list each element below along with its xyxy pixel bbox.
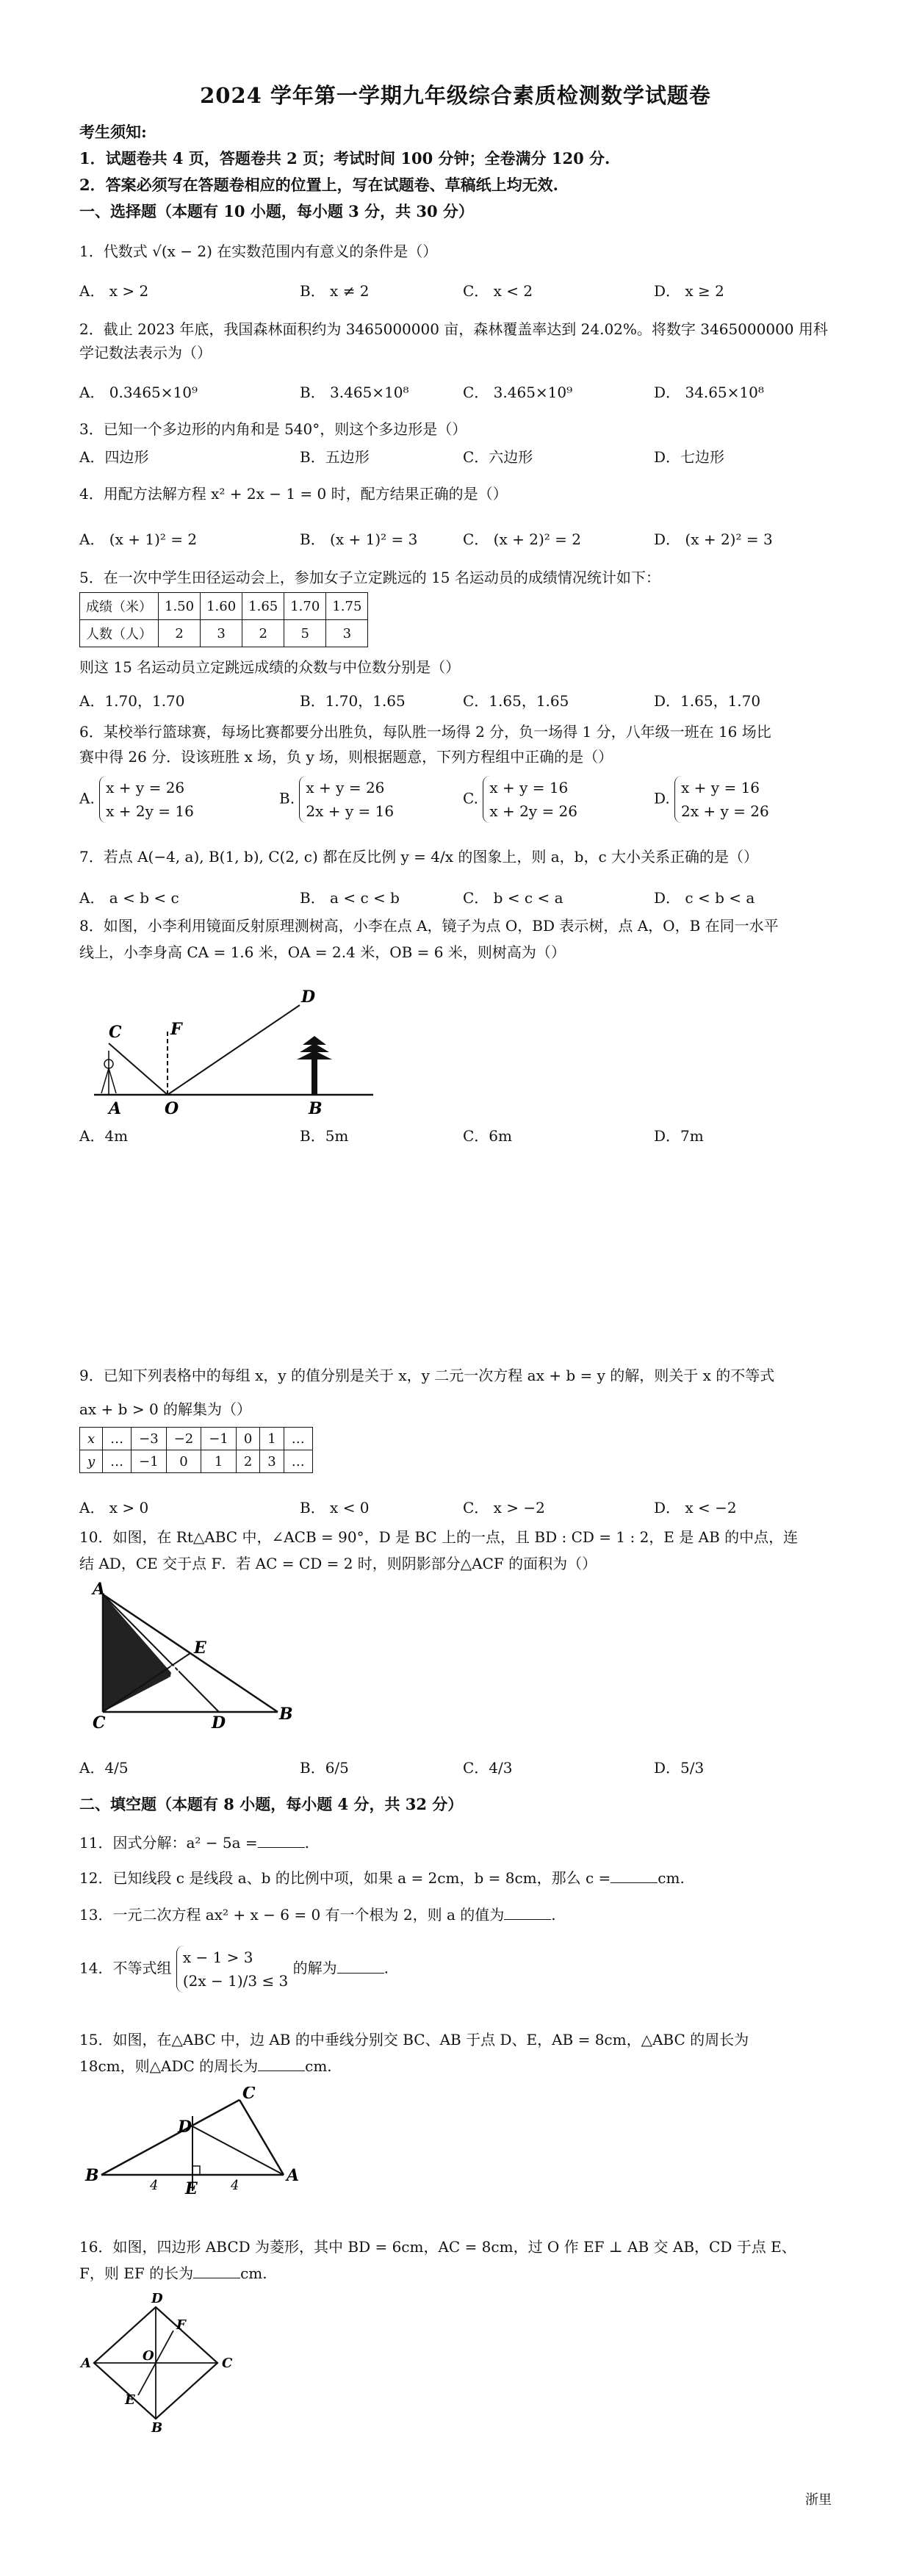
q6-option-c (463, 776, 577, 823)
q2-option-c: C． 3.465×10⁹ (463, 384, 573, 401)
q15-line-2 (79, 2054, 332, 2078)
q8-line-2: 线上，小李身高 CA = 1.6 米，OA = 2.4 米，OB = 6 米，则树高为（） (79, 943, 566, 961)
table-cell: 1.70 (284, 593, 326, 620)
q2-option-d: D． 34.65×10⁸ (654, 384, 764, 401)
label-o: O (165, 1099, 179, 1117)
notice-line-2: 2．答案必须写在答题卷相应的位置上，写在试题卷、草稿纸上均无效. (79, 176, 558, 194)
q5-stem: 5．在一次中学生田径运动会上，参加女子立定跳远的 15 名运动员的成绩情况统计如下： (79, 569, 660, 586)
equation: x + 2y = 16 (106, 802, 194, 820)
q5-follow: 则这 15 名运动员立定跳远成绩的众数与中位数分别是（） (79, 658, 461, 676)
table-cell: −3 (132, 1428, 167, 1450)
equation: x + 2y = 26 (489, 802, 578, 820)
table-cell: … (103, 1428, 132, 1450)
equation: x + y = 16 (489, 779, 569, 796)
table-cell: 3 (326, 620, 368, 647)
q9-option-d: D． x < −2 (654, 1499, 737, 1517)
q16-tail: cm. (240, 2264, 267, 2282)
q14 (79, 1946, 389, 1993)
tick-mark-label: 4 (231, 2178, 240, 2193)
label-d: D (151, 2292, 163, 2306)
table-cell: 1 (260, 1428, 284, 1450)
q5-option-c: C．1.65，1.65 (463, 692, 569, 710)
q1-option-b: B． x ≠ 2 (300, 282, 370, 300)
label-a: A (93, 1580, 106, 1599)
table-cell: … (103, 1450, 132, 1473)
label-e: E (185, 2179, 198, 2197)
q9-value-table (79, 1427, 313, 1473)
q13 (79, 1903, 556, 1926)
q11-stem: 11．因式分解：a² − 5a = (79, 1834, 258, 1852)
q1-option-d: D． x ≥ 2 (654, 282, 724, 300)
label-c: C (242, 2087, 256, 2103)
equation-system (99, 776, 194, 823)
table-cell: 3 (260, 1450, 284, 1473)
table-cell: 2 (159, 620, 201, 647)
table-cell: x (80, 1428, 103, 1450)
equation-system (483, 776, 577, 823)
notice-line-1: 1．试题卷共 4 页，答题卷共 2 页；考试时间 100 分钟；全卷满分 120 分. (79, 149, 611, 168)
label-f: F (170, 1020, 182, 1039)
q15-line-2-text: 18cm，则△ADC 的周长为 (79, 2057, 259, 2075)
q6-line-1: 6．某校举行篮球赛，每场比赛都要分出胜负，每队胜一场得 2 分，负一场得 1 分，八年级一班在 16 场比 (79, 723, 771, 741)
option-letter: B. (279, 789, 295, 807)
q6-option-a (79, 776, 194, 823)
q3-option-a: A．四边形 (79, 448, 149, 466)
answer-blank[interactable] (337, 1960, 384, 1974)
label-b: B (279, 1705, 293, 1724)
q3-option-c: C．六边形 (463, 448, 533, 466)
q4-option-d: D． (x + 2)² = 3 (654, 530, 773, 548)
equation: 2x + y = 26 (681, 802, 769, 820)
q1-stem: 1．代数式 √(x − 2) 在实数范围内有意义的条件是（） (79, 242, 438, 260)
label-f: F (169, 1663, 181, 1683)
answer-blank[interactable] (193, 2264, 240, 2278)
q4-option-b: B． (x + 1)² = 3 (300, 530, 418, 548)
table-cell: 1.65 (242, 593, 284, 620)
q7-option-b: B． a < c < b (300, 889, 400, 907)
q2-line-1: 2．截止 2023 年底，我国森林面积约为 3465000000 亩，森林覆盖率达到 24.02%。将数字 3465000000 用科 (79, 320, 828, 338)
label-d: D (212, 1713, 226, 1733)
q5-option-b: B．1.70，1.65 (300, 692, 406, 710)
section-2-heading: 二、填空题（本题有 8 小题，每小题 4 分，共 32 分） (79, 1795, 464, 1813)
answer-blank[interactable] (504, 1906, 551, 1920)
q4-stem: 4．用配方法解方程 x² + 2x − 1 = 0 时，配方结果正确的是（） (79, 485, 508, 503)
label-b: B (309, 1099, 323, 1117)
inequality: x − 1 > 3 (182, 1949, 253, 1966)
label-c: C (93, 1713, 106, 1733)
q10-option-d: D．5/3 (654, 1759, 705, 1777)
tick-mark-label: 4 (150, 2178, 159, 2193)
q7-stem: 7．若点 A(−4, a), B(1, b), C(2, c) 都在反比例 y = 4/x 的图象上，则 a，b，c 大小关系正确的是（） (79, 848, 759, 866)
equation: x + y = 26 (106, 779, 185, 796)
q6-option-d (654, 776, 769, 823)
q10-figure (79, 1580, 314, 1734)
section-1-heading: 一、选择题（本题有 10 小题，每小题 3 分，共 30 分） (79, 202, 474, 220)
table-cell: 人数（人） (80, 620, 159, 647)
table-row (80, 620, 368, 647)
label-d: D (301, 987, 316, 1007)
q15-figure (79, 2087, 314, 2197)
q10-line-1: 10．如图，在 Rt△ABC 中，∠ACB = 90°，D 是 BC 上的一点，且 BD : CD = 1 : 2，E 是 AB 的中点，连 (79, 1528, 799, 1546)
label-d: D (178, 2118, 192, 2137)
q16-line-2 (79, 2262, 267, 2285)
table-cell: 5 (284, 620, 326, 647)
table-cell: y (80, 1450, 103, 1473)
q7-option-d: D． c < b < a (654, 889, 755, 907)
label-a: A (287, 2166, 300, 2185)
equation: 2x + y = 16 (306, 802, 395, 820)
q10-option-c: C．4/3 (463, 1759, 513, 1777)
q15-tail: cm. (305, 2057, 332, 2075)
label-e: E (125, 2392, 135, 2408)
q12-stem: 12．已知线段 c 是线段 a、b 的比例中项，如果 a = 2cm，b = 8cm，那么 c = (79, 1869, 611, 1887)
q10-option-b: B．6/5 (300, 1759, 349, 1777)
table-cell: 1.50 (159, 593, 201, 620)
q9-option-c: C． x > −2 (463, 1499, 545, 1517)
q5-option-a: A．1.70，1.70 (79, 692, 185, 710)
inequality-system (176, 1946, 288, 1993)
table-cell: −2 (166, 1428, 201, 1450)
q4-option-a: A． (x + 1)² = 2 (79, 530, 198, 548)
q6-option-b (279, 776, 394, 823)
q1-option-c: C． x < 2 (463, 282, 533, 300)
q9-option-b: B． x < 0 (300, 1499, 370, 1517)
label-c: C (222, 2356, 233, 2371)
q8-option-a: A．4m (79, 1127, 129, 1145)
label-f: F (176, 2317, 186, 2333)
table-cell: 3 (201, 620, 242, 647)
q13-tail: . (551, 1906, 556, 1924)
label-c: C (109, 1023, 122, 1042)
table-cell: 2 (236, 1450, 259, 1473)
footer-mark: 浙里 (805, 2492, 832, 2508)
option-letter: C. (463, 789, 478, 807)
q7-option-a: A． a < b < c (79, 889, 179, 907)
q15-line-1: 15．如图，在△ABC 中，边 AB 的中垂线分别交 BC、AB 于点 D、E，AB = 8cm，△ABC 的周长为 (79, 2031, 749, 2048)
q2-line-2: 学记数法表示为（） (79, 344, 212, 361)
table-cell: 0 (166, 1450, 201, 1473)
q16-line-1: 16．如图，四边形 ABCD 为菱形，其中 BD = 6cm，AC = 8cm，过 O 作 EF ⊥ AB 交 AB，CD 于点 E、 (79, 2238, 796, 2256)
q9-line-2: ax + b > 0 的解集为（） (79, 1400, 252, 1418)
q3-stem: 3．已知一个多边形的内角和是 540°，则这个多边形是（） (79, 420, 467, 438)
q8-option-d: D．7m (654, 1127, 704, 1145)
q8-option-c: C．6m (463, 1127, 512, 1145)
equation: x + y = 26 (306, 779, 385, 796)
table-row (80, 1450, 313, 1473)
option-letter: A. (79, 789, 95, 807)
page-title: 2024 学年第一学期九年级综合素质检测数学试题卷 (200, 83, 711, 108)
answer-blank[interactable] (258, 2057, 305, 2071)
label-o: O (143, 2348, 154, 2364)
label-b: B (151, 2420, 163, 2432)
q11-tail: . (304, 1834, 309, 1852)
q2-option-a: A． 0.3465×10⁹ (79, 384, 198, 401)
label-e: E (194, 1638, 206, 1658)
label-a: A (109, 1099, 122, 1117)
q5-option-d: D．1.65，1.70 (654, 692, 761, 710)
q9-option-a: A． x > 0 (79, 1499, 149, 1517)
label-b: B (85, 2166, 99, 2185)
option-letter: D. (654, 789, 670, 807)
table-row (80, 593, 368, 620)
label-a: A (81, 2356, 91, 2371)
answer-blank[interactable] (258, 1834, 305, 1848)
table-cell: −1 (132, 1450, 167, 1473)
q8-line-1: 8．如图，小李利用镜面反射原理测树高，小李在点 A，镜子为点 O，BD 表示树，点 A，O，B 在同一水平 (79, 917, 779, 935)
table-cell: 0 (236, 1428, 259, 1450)
table-cell: 1.75 (326, 593, 368, 620)
q16-line-2-text: F，则 EF 的长为 (79, 2264, 194, 2282)
q12-tail: cm. (658, 1869, 685, 1887)
q16-figure (79, 2292, 256, 2432)
equation-system (299, 776, 394, 823)
q6-line-2: 赛中得 26 分．设该班胜 x 场，负 y 场，则根据题意，下列方程组中正确的是（） (79, 748, 613, 766)
q10-line-2: 结 AD，CE 交于点 F．若 AC = CD = 2 时，则阴影部分△ACF 的面积为（） (79, 1555, 597, 1572)
equation-system (674, 776, 769, 823)
q7-option-c: C． b < c < a (463, 889, 563, 907)
q3-option-b: B．五边形 (300, 448, 370, 466)
table-row (80, 1428, 313, 1450)
answer-blank[interactable] (611, 1869, 658, 1883)
table-cell: 1.60 (201, 593, 242, 620)
table-cell: 2 (242, 620, 284, 647)
equation: x + y = 16 (681, 779, 760, 796)
table-cell: … (284, 1450, 312, 1473)
q8-figure (79, 970, 388, 1117)
q3-option-d: D．七边形 (654, 448, 725, 466)
notice-heading: 考生须知: (79, 123, 147, 141)
table-cell: 成绩（米） (80, 593, 159, 620)
q2-option-b: B． 3.465×10⁸ (300, 384, 409, 401)
q14-prefix: 14．不等式组 (79, 1959, 172, 1977)
q5-score-table (79, 592, 368, 647)
q9-line-1: 9．已知下列表格中的每组 x，y 的值分别是关于 x，y 二元一次方程 ax + b = y 的解，则关于 x 的不等式 (79, 1367, 775, 1384)
q14-tail: . (384, 1959, 389, 1977)
q12 (79, 1866, 685, 1890)
q13-stem: 13．一元二次方程 ax² + x − 6 = 0 有一个根为 2，则 a 的值为 (79, 1906, 505, 1924)
q14-suffix: 的解为 (292, 1959, 337, 1977)
table-cell: −1 (201, 1428, 237, 1450)
q11 (79, 1831, 309, 1854)
table-cell: 1 (201, 1450, 237, 1473)
q8-option-b: B．5m (300, 1127, 349, 1145)
q4-option-c: C． (x + 2)² = 2 (463, 530, 581, 548)
table-cell: … (284, 1428, 312, 1450)
q10-option-a: A．4/5 (79, 1759, 129, 1777)
q1-option-a: A． x > 2 (79, 282, 149, 300)
inequality: (2x − 1)/3 ≤ 3 (182, 1972, 289, 1990)
